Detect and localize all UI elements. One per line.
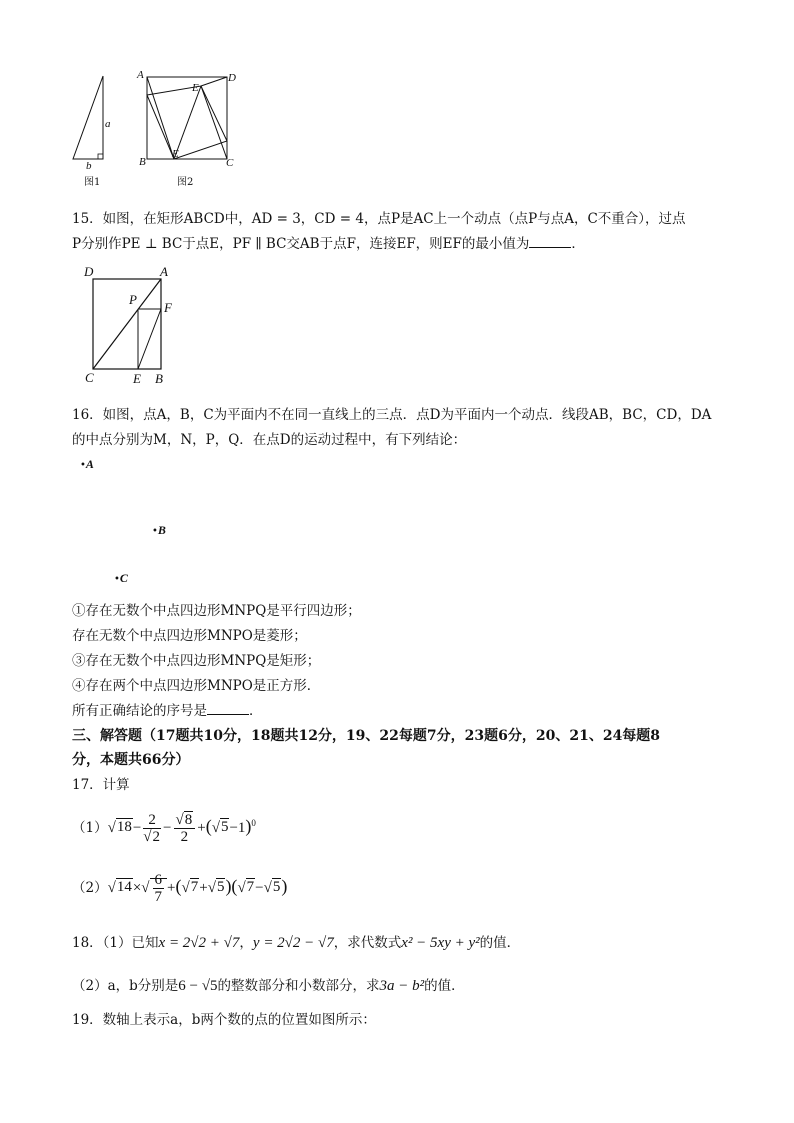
q16-answer-line: [72, 702, 263, 720]
q15-label-D: D: [84, 264, 94, 279]
figure-1-triangle: [64, 70, 124, 190]
figure-2-square: [140, 70, 240, 170]
q15-label-E: E: [133, 371, 141, 386]
fig2-label-E-top: E: [192, 82, 199, 94]
section-3-heading-line1: 三、解答题（17题共10分，18题共12分，19、22每题7分，23题6分，20、21、24每题8: [72, 728, 661, 744]
q17-part2: [72, 866, 287, 910]
q19-line1: 19．数轴上表示a，b两个数的点的位置如图所示：: [72, 1012, 376, 1028]
q18-p2-expr2: 3a − b²: [379, 978, 425, 994]
q16-conclusion-3: ③存在无数个中点四边形MNPQ是矩形；: [72, 653, 321, 669]
figure-2-caption: 图2: [177, 177, 194, 188]
fig1-label-b: b: [86, 160, 92, 172]
q18-p1-sep: ，: [239, 935, 253, 951]
q17-title: 17．计算: [72, 777, 130, 793]
q18-part1: [72, 934, 520, 952]
fig2-label-D: D: [228, 72, 236, 84]
q16-point-B-label: B: [157, 523, 166, 537]
q18-p1-x: x = 2√2 + √7: [158, 935, 240, 951]
q15-line2-text: P分别作PE ⊥ BC于点E，PF ∥ BC交AB于点F，连接EF，则EF的最小值为: [72, 236, 530, 252]
point-dot-icon: •: [80, 460, 86, 471]
q18-p1-y: y = 2√2 − √7: [252, 935, 334, 951]
point-dot-icon: •: [114, 574, 120, 585]
q18-p1-b: ，求代数式: [333, 935, 402, 951]
q16-point-B: [152, 523, 166, 538]
q16-point-A-label: A: [85, 457, 94, 471]
q18-p1-expr: x² − 5xy + y²: [401, 935, 480, 951]
q16-end: ．: [249, 703, 263, 719]
q16-answer-blank[interactable]: [207, 702, 249, 715]
q18-part2: [72, 977, 465, 995]
q18-p2-c: 的值．: [424, 978, 465, 994]
q17-part1-expression: √18− $\frac{2}{√2}$ − $\frac{√8}{2}$ $+(√5-1)^0$: [107, 811, 256, 845]
point-dot-icon: •: [152, 526, 158, 537]
q16-point-C: [114, 571, 128, 586]
q15-line1: 15．如图，在矩形ABCD中，AD = 3，CD = 4，点P是AC上一个动点（点P与点A，C不重合），过点: [72, 211, 686, 227]
q15-line2: [72, 235, 585, 253]
q18-p2-a: （2）a，b分别是: [72, 978, 179, 994]
q15-label-A: A: [160, 264, 168, 279]
q16-point-A: [80, 457, 94, 472]
q18-p2-expr1: 6 − √5: [178, 978, 218, 994]
q15-label-C: C: [85, 370, 94, 385]
q16-conclusion-4: ④存在两个中点四边形MNPO是正方形．: [72, 678, 321, 694]
q18-p1-a: 18．（1）已知: [72, 935, 159, 951]
fig1-label-a: a: [105, 118, 111, 130]
q15-label-F: F: [164, 300, 172, 315]
q15-answer-blank[interactable]: [529, 235, 571, 248]
fig2-label-B: B: [139, 156, 146, 168]
q18-p2-b: 的整数部分和小数部分，求: [217, 978, 380, 994]
q18-p1-c: 的值．: [479, 935, 521, 951]
fig2-label-C: C: [226, 157, 234, 169]
q17-part2-num: （2）: [72, 880, 108, 896]
fig2-label-E-bottom: E: [172, 148, 179, 160]
section-3-heading-line2: 分，本题共66分）: [72, 752, 190, 768]
q15-label-P: P: [129, 292, 137, 307]
q16-point-C-label: C: [119, 571, 128, 585]
q15-figure-rectangle: [84, 270, 184, 380]
q15-label-B: B: [155, 371, 163, 386]
figure-1-caption: 图1: [84, 177, 101, 188]
q16-conclusion-1: ①存在无数个中点四边形MNPQ是平行四边形；: [72, 603, 361, 619]
q16-line2: 的中点分别为M，N，P，Q．在点D的运动过程中，有下列结论：: [72, 432, 467, 448]
fig2-label-A: A: [137, 69, 144, 81]
q16-line1: 16．如图，点A，B，C为平面内不在同一直线上的三点．点D为平面内一个动点．线段AB，BC，CD，DA: [72, 407, 712, 423]
q17-part1-num: （1）: [72, 820, 108, 836]
q16-answer-text: 所有正确结论的序号是: [72, 703, 207, 719]
q17-part1: [72, 808, 256, 848]
q16-conclusion-2: 存在无数个中点四边形MNPO是菱形；: [72, 628, 307, 644]
q17-part2-expression: √14×√ $\frac{6}{7}$ +(√7+√5)(√7−√5): [107, 871, 288, 905]
q15-end: ．: [571, 236, 585, 252]
